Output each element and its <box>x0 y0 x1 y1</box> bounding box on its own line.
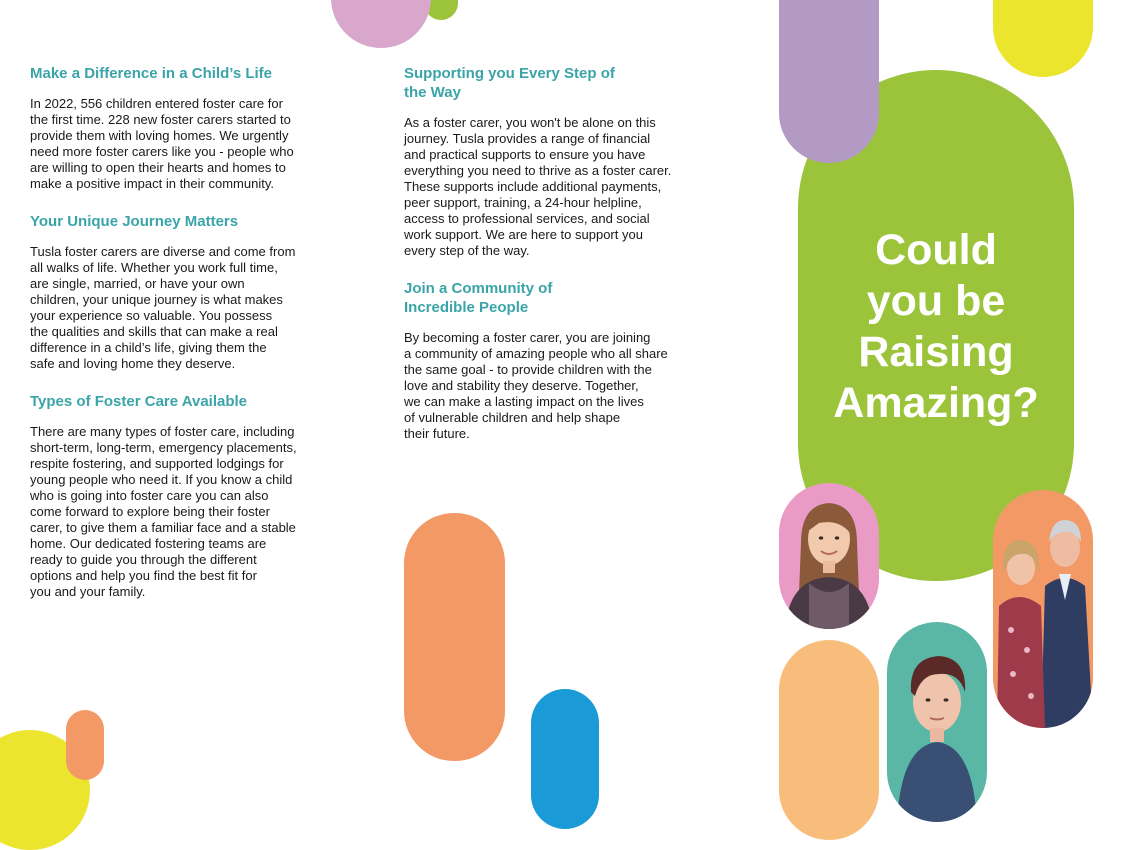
cover-title: Could you be Raising Amazing? <box>833 226 1039 427</box>
section-heading: Your Unique Journey Matters <box>30 213 239 230</box>
middle-column <box>404 64 724 442</box>
cover-peach-pill <box>779 640 879 840</box>
cover-purple-pill <box>779 0 879 163</box>
decor-orange-pill-large <box>404 513 505 761</box>
section-heading: Make a Difference in a Child’s Life <box>30 65 273 82</box>
woman-short-hair-illustration <box>887 622 987 822</box>
left-column <box>30 64 350 600</box>
portrait-couple <box>993 490 1093 728</box>
section-types-of-foster-care <box>30 392 350 600</box>
section-heading: Supporting you Every Step of the Way <box>404 65 615 101</box>
young-woman-illustration <box>779 483 879 629</box>
section-body: By becoming a foster carer, you are joining a community of amazing people who all share the same goal - to provide children with the love and stability they deserve. Together, we can make a lasting impact on the lives of vulnerable children and help shape their future. <box>404 330 668 441</box>
section-make-a-difference <box>30 64 350 192</box>
section-body: As a foster carer, you won't be alone on this journey. Tusla provides a range of financial and practical supports to ensure you have everything you need to thrive as a foster carer. These supports include additional payments, peer support, training, a 24-hour helpline, access to professional services, and social work support. We are here to support you every step of the way. <box>404 115 672 258</box>
section-heading: Types of Foster Care Available <box>30 393 248 410</box>
couple-illustration <box>993 490 1093 728</box>
section-join-community <box>404 279 724 442</box>
section-body: In 2022, 556 children entered foster care for the first time. 228 new foster carers started to provide them with loving homes. We urgently need more foster carers like you - people who are willing to open their hearts and homes to make a positive impact in their community. <box>30 96 294 191</box>
decor-orange-pill-small <box>66 710 104 780</box>
section-unique-journey <box>30 212 350 372</box>
decor-blue-pill <box>531 689 599 829</box>
portrait-young-woman <box>779 483 879 629</box>
decor-pink-circle-top <box>331 0 431 48</box>
cover-yellow-pill <box>993 0 1093 77</box>
section-supporting-you <box>404 64 724 259</box>
portrait-woman-short-hair <box>887 622 987 822</box>
section-body: There are many types of foster care, including short-term, long-term, emergency placements, respite fostering, and supported lodgings for young people who need it. If you know a child who is going into foster care you can also come forward to explore being their foster carer, to give them a familiar face and a stable home. Our dedicated fostering teams are ready to guide you through the different options and help you find the best fit for you and your family. <box>30 424 297 599</box>
section-heading: Join a Community of Incredible People <box>404 280 553 316</box>
section-body: Tusla foster carers are diverse and come from all walks of life. Whether you work full time, are single, married, or have your own children, your unique journey is what makes your experience so valuable. You possess the qualities and skills that can make a real difference in a child’s life, giving them the safe and loving home they deserve. <box>30 244 296 371</box>
